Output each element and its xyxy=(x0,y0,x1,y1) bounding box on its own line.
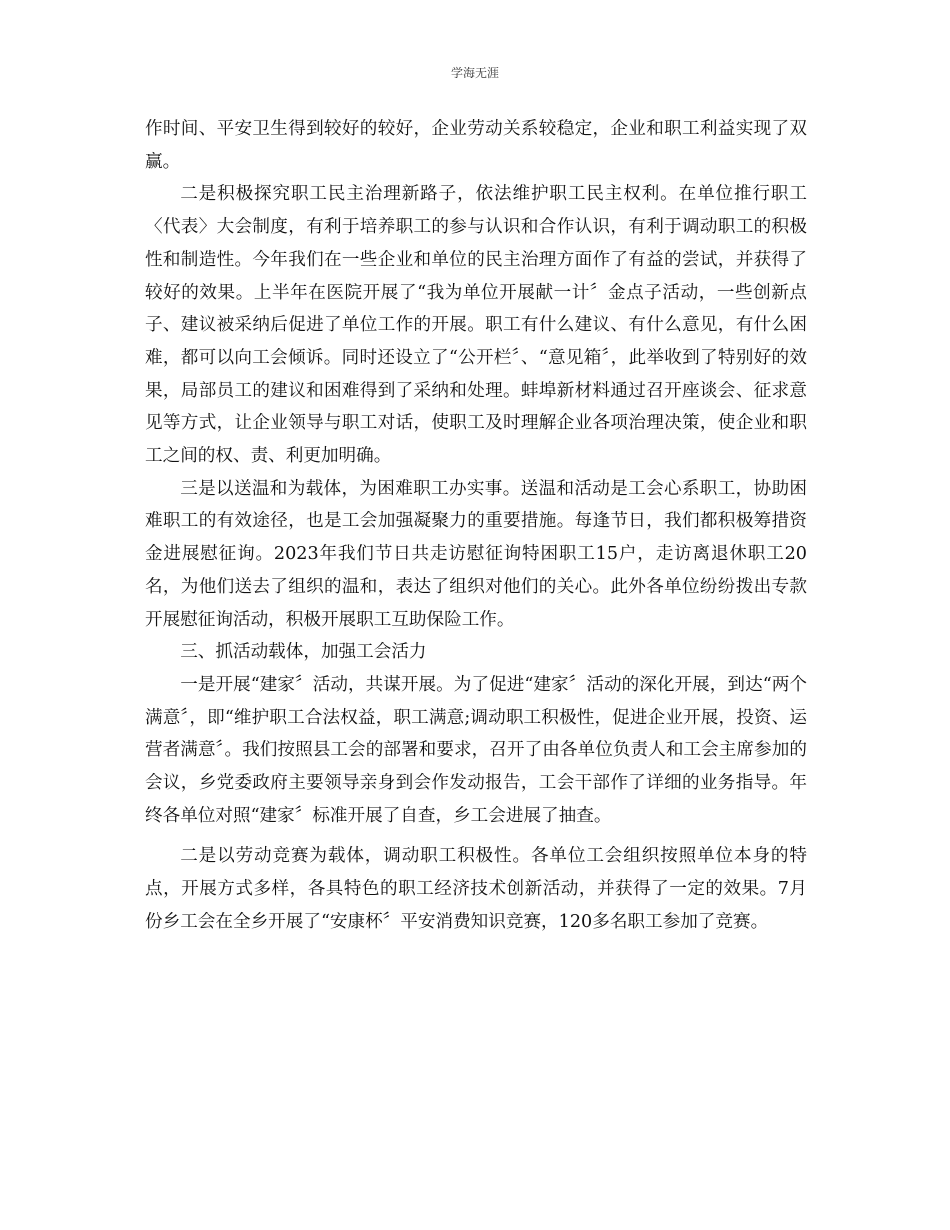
paragraph-5: 二是以劳动竞赛为载体，调动职工积极性。各单位工会组织按照单位本身的特点，开展方式多样，各具特色的职工经济技术创新活动，并获得了一定的效果。7月份乡工会在全乡开展了“安康杯〞平安消费知识竞赛，120多名职工参加了竞赛。 xyxy=(145,846,807,932)
paragraph-4: 一是开展“建家〞活动，共谋开展。为了促进“建家〞活动的深化开展，到达“两个满意〞，即“维护职工合法权益，职工满意;调动职工积极性，促进企业开展，投资、运营者满意〞。我们按照县工会的部署和要求，召开了由各单位负责人和工会主席参加的会议，乡党委政府主要领导亲身到会作发动报告，工会干部作了详细的业务指导。年终各单位对照“建家〞标准开展了自查，乡工会进展了抽查。 xyxy=(145,674,807,826)
paragraph-3: 三是以送温和为载体，为困难职工办实事。送温和活动是工会心系职工，协助困难职工的有效途径，也是工会加强凝聚力的重要措施。每逢节日，我们都积极筹措资金进展慰征询。2023年我们节日共走访慰征询特困职工15户，走访离退休职工20名，为他们送去了组织的温和，表达了组织对他们的关心。此外各单位纷纷拨出专款开展慰征询活动，积极开展职工互助保险工作。 xyxy=(145,478,807,630)
page-header: 学海无涯 xyxy=(450,66,499,80)
paragraph-2: 二是积极探究职工民主治理新路子，依法维护职工民主权利。在单位推行职工〈代表〉大会制度，有利于培养职工的参与认识和合作认识，有利于调动职工的积极性和制造性。今年我们在一些企业和单位的民主治理方面作了有益的尝试，并获得了较好的效果。上半年在医院开展了“我为单位开展献一计〞金点子活动，一些创新点子、建议被采纳后促进了单位工作的开展。职工有什么建议、有什么意见，有什么困难，都可以向工会倾诉。同时还设立了“公开栏〞、“意见箱〞，此举收到了特别好的效果，局部员工的建议和困难得到了采纳和处理。蚌埠新材料通过召开座谈会、征求意见等方式，让企业领导与职工对话，使职工及时理解企业各项治理决策，使企业和职工之间的权、责、利更加明确。 xyxy=(145,184,807,467)
section-heading: 三、抓活动载体，加强工会活力 xyxy=(180,642,427,663)
paragraph-1: 作时间、平安卫生得到较好的较好，企业劳动关系较稳定，企业和职工利益实现了双赢。 xyxy=(145,119,807,172)
document-body xyxy=(145,113,807,939)
